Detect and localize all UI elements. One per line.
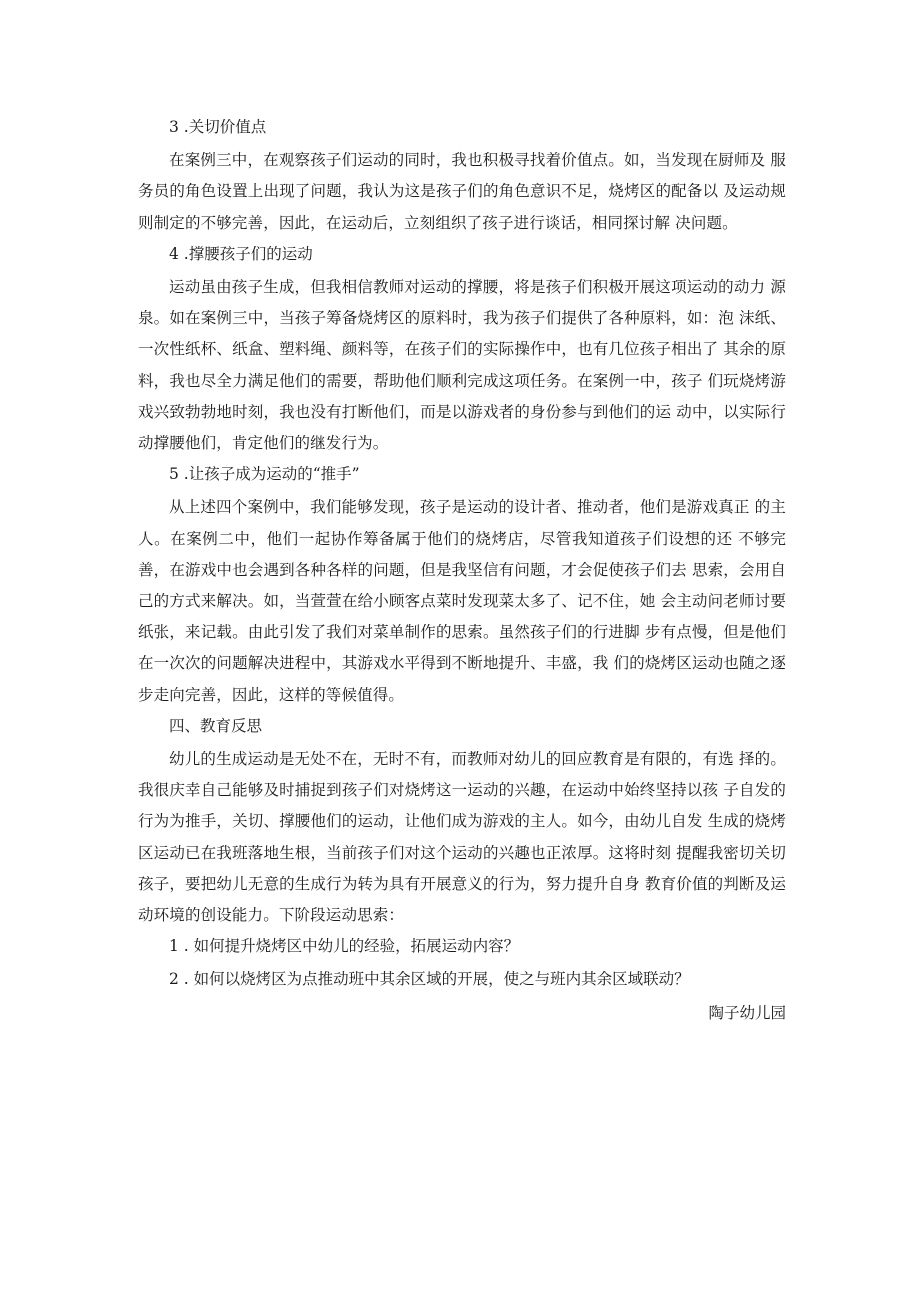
paragraph-value-point: 在案例三中，在观察孩子们运动的同时，我也积极寻找着价值点。如，当发现在厨师及 服务员的角色设置上出现了问题，我认为这是孩子们的角色意识不足，烧烤区的配备以 及运动规则制定的不够完善，因此，在运动后，立刻组织了孩子进行谈话，相同探讨解 决问题。 — [138, 151, 786, 232]
section-heading-3: 3 .关切价值点 — [169, 118, 267, 136]
section-heading-reflection: 四、教育反思 — [169, 716, 263, 735]
question-item-1: 1 . 如何提升烧烤区中幼儿的经验，拓展运动内容？ — [169, 937, 520, 956]
section-heading-5: 5 .让孩子成为运动的“推手” — [169, 465, 360, 484]
section-heading-4: 4 .撑腰孩子们的运动 — [169, 244, 313, 263]
author-signature: 陶子幼儿园 — [708, 1003, 786, 1022]
paragraph-reflection: 幼儿的生成运动是无处不在，无时不有，而教师对幼儿的回应教育是有限的，有选 择的。我很庆幸自己能够及时捕捉到孩子们对烧烤这一运动的兴趣，在运动中始终坚持以孩 子自发的行为为推手，关切、撑腰他们的运动，让他们成为游戏的主人。如今，由幼儿自发 生成的烧烤区运动已在我班落地生根，当前孩子们对这个运动的兴趣也正浓厚。这将时刻 提醒我密切关切孩子，要把幼儿无意的生成行为转为具有开展意义的行为，努力提升自身 教育价值的判断及运动环境的创设能力。下阶段运动思索： — [138, 750, 786, 925]
document-page — [138, 112, 786, 1029]
paragraph-pusher: 从上述四个案例中，我们能够发现，孩子是运动的设计者、推动者，他们是游戏真正 的主人。在案例二中，他们一起协作筹备属于他们的烧烤店，尽管我知道孩子们设想的还 不够完善，在游戏中也会遇到各种各样的问题，但是我坚信有问题，才会促使孩子们去 思索，会用自己的方式来解决。如，当萱萱在给小顾客点菜时发现菜太多了、记不住，她 会主动问老师讨要纸张，来记载。由此引发了我们对菜单制作的思索。虽然孩子们的行进脚 步有点慢，但是他们在一次次的问题解决进程中，其游戏水平得到不断地提升、丰盛，我 们的烧烤区运动也随之逐步走向完善，因此，这样的等候值得。 — [138, 498, 786, 704]
paragraph-support: 运动虽由孩子生成，但我相信教师对运动的撑腰，将是孩子们积极开展这项运动的动力 源泉。如在案例三中，当孩子筹备烧烤区的原料时，我为孩子们提供了各种原料，如：泡 沫纸、一次性纸杯、纸盒、塑料绳、颜料等，在孩子们的实际操作中，也有几位孩子相出了 其余的原料，我也尽全力满足他们的需要，帮助他们顺利完成这项任务。在案例一中，孩子 们玩烧烤游戏兴致勃勃地时刻，我也没有打断他们，而是以游戏者的身份参与到他们的运 动中，以实际行动撑腰他们，肯定他们的继发行为。 — [138, 278, 786, 453]
question-item-2: 2 . 如何以烧烤区为点推动班中其余区域的开展，使之与班内其余区域联动？ — [169, 970, 690, 989]
